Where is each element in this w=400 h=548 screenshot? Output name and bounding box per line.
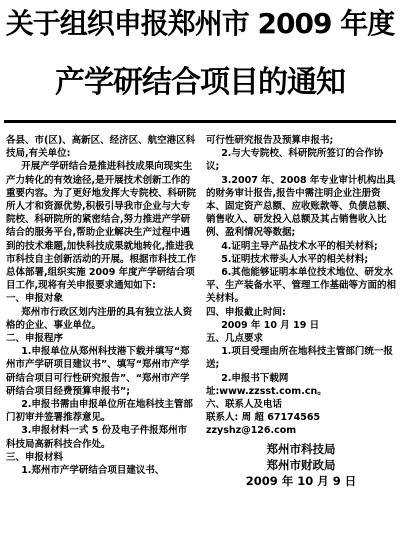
section-heading-deadline: 四、申报截止时间: [206, 306, 286, 318]
right-column [206, 134, 396, 489]
procedure-item-3: 3.申报材料一式 5 份及电子件报郑州市科技局高新科技合作处。 [6, 425, 188, 450]
requirement-1: 1.项目受理由所在地科技主管部门统一报送; [206, 346, 393, 371]
contact-info: 联系人: 周 超 67174565 zzyshz@126.com [206, 412, 321, 437]
materials-item-3: 3.2007 年、2008 年专业审计机构出具的财务审计报告,报告中需注明企业注册资本、固定资产总额、应收账款等、负债总额、销售收入、研发投入总额及其占销售收入比例、盈利情况等数据; [206, 174, 397, 239]
section-heading-eligibility: 一、申报对象 [6, 293, 64, 305]
title-line-1: 关于组织申报郑州市 2009 年度 [5, 7, 395, 40]
requirement-2: 2.申报书下载网址:www.zzsst.com.cn。 [206, 372, 327, 397]
section-heading-procedure: 二、申报程序 [6, 333, 64, 345]
procedure-item-2: 2.申报书需由申报单位所在地科技主管部门初审并签署推荐意见。 [6, 399, 193, 424]
issue-date: 2009 年 10 月 9 日 [245, 473, 357, 488]
section-heading-contact: 六、联系人及电话 [206, 399, 283, 411]
title-divider [4, 120, 396, 123]
section-heading-materials: 三、申报材料 [6, 451, 64, 463]
materials-item-4: 4.证明主导产品技术水平的相关材料; [221, 240, 378, 252]
materials-item-1: 1.郑州市产学研结合项目建议书、 [21, 465, 165, 477]
eligibility-text: 郑州市行政区划内注册的具有独立法人资格的企业、事业单位。 [6, 306, 193, 331]
materials-item-6: 6.其他能够证明本单位技术地位、研发水平、生产装备水平、管理工作基础等方面的相关材料。 [206, 267, 397, 305]
materials-item-1-cont: 可行性研究报告及预算申报书; [206, 135, 334, 146]
intro-paragraph: 开展产学研结合是推进科技成果向现实生产力转化的有效途径,是开展技术创新工作的重要内容。为了更好地发挥大专院校、科研院所人才和资源优势,积极引导我市企业与大专院校、科研院所的紧密结合,努力推进产学研结合的服务平台,帮助企业解决生产过程中遇到的技术难题,加快科技成果就地转化,推进我市科技自主创新活动的开展。根据市科技工作总体部署,组织实施 2009 年度产学研结合项目工作,现将有关申报要求通知如下: [6, 161, 197, 292]
deadline-date: 2009 年 10 月 19 日 [221, 319, 320, 331]
section-heading-requirements: 五、几点要求 [206, 333, 264, 345]
materials-item-2: 2.与大专院校、科研院所签订的合作协议; [206, 148, 384, 173]
title-line-2: 产学研结合项目的通知 [55, 65, 345, 100]
signer-science-bureau: 郑州市科技局 [266, 441, 336, 456]
addressee: 各县、市(区)、高新区、经济区、航空港区科技局,有关单位: [6, 135, 196, 160]
signer-finance-bureau: 郑州市财政局 [266, 457, 336, 472]
materials-item-5: 5.证明技术带头人水平的相关材料; [221, 253, 369, 265]
procedure-item-1: 1.申报单位从郑州科技港下载并填写“郑州市产学研项目建议书”、填写“郑州市产学研结合项目可行性研究报告”、“郑州市产学研结合项目经费预算申报书”; [6, 346, 190, 397]
left-column [6, 134, 196, 477]
